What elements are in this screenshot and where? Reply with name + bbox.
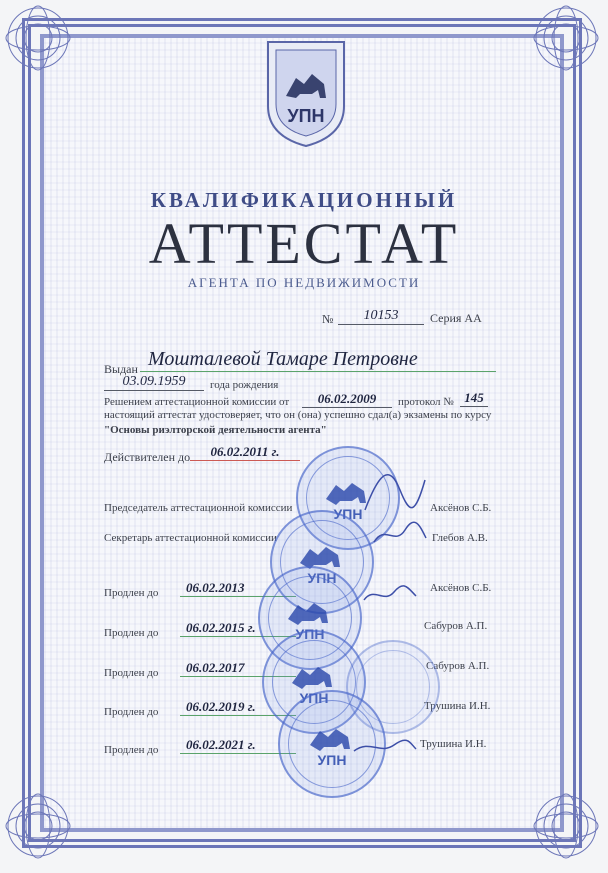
birth-label: года рождения — [210, 379, 279, 391]
extension-3-signer: Сабуров А.П. — [426, 660, 490, 672]
chair-name: Аксёнов С.Б. — [430, 502, 492, 514]
corner-rosette-top-left — [2, 2, 74, 74]
issued-label: Выдан — [104, 362, 138, 376]
chamber-emblem-logo — [256, 36, 356, 148]
secretary-label: Секретарь аттестационной комиссии — [104, 532, 277, 544]
svg-text:УПН: УПН — [295, 626, 325, 642]
extension-5-date: 06.02.2021 г. — [180, 737, 296, 754]
decision-date: 06.02.2009 — [302, 391, 392, 408]
number-prefix: № — [322, 312, 334, 326]
chair-label: Председатель аттестационной комиссии — [104, 502, 293, 514]
certificate-number: 10153 — [338, 308, 424, 325]
corner-rosette-top-right — [530, 2, 602, 74]
title-attestat: АТТЕСТАТ — [148, 211, 460, 276]
course-name: "Основы риэлторской деятельности агента" — [104, 424, 327, 436]
decision-text-2: настоящий аттестат удостоверяет, что он (она) успешно сдал(а) экзамены по курсу — [104, 409, 492, 421]
valid-until-label: Действителен до — [104, 450, 191, 464]
protocol-label: протокол № — [398, 396, 454, 408]
valid-until-date: 06.02.2011 г. — [190, 444, 300, 461]
extension-1-label: Продлен до — [104, 587, 159, 599]
extension-1-date: 06.02.2013 — [180, 580, 296, 597]
signature-secretary — [370, 520, 430, 550]
extension-3-label: Продлен до — [104, 667, 159, 679]
svg-text:УПН: УПН — [317, 752, 347, 768]
extension-2-signer: Сабуров А.П. — [424, 620, 488, 632]
extension-5-label: Продлен до — [104, 744, 159, 756]
corner-rosette-bottom-right — [530, 790, 602, 862]
emblem-text: УПН — [287, 106, 325, 126]
extension-2-label: Продлен до — [104, 627, 159, 639]
corner-rosette-bottom-left — [2, 790, 74, 862]
secretary-name: Глебов А.В. — [432, 532, 488, 544]
title-subtitle: АГЕНТА ПО НЕДВИЖИМОСТИ — [187, 275, 421, 290]
title-qualification: КВАЛИФИКАЦИОННЫЙ — [150, 188, 458, 212]
protocol-number: 145 — [460, 390, 488, 407]
signature-ext-1 — [360, 580, 420, 610]
birth-date: 03.09.1959 — [104, 374, 204, 391]
extension-4-signer: Трушина И.Н. — [424, 700, 491, 712]
svg-text:УПН: УПН — [299, 690, 329, 706]
extension-5-signer: Трушина И.Н. — [420, 738, 487, 750]
extension-3-date: 06.02.2017 — [180, 660, 296, 677]
extension-2-date: 06.02.2015 г. — [180, 620, 296, 637]
series-label: Серия АА — [430, 311, 482, 325]
svg-text:УПН: УПН — [307, 570, 337, 586]
signature-chair — [360, 460, 430, 520]
decision-text: Решением аттестационной комиссии от — [104, 396, 290, 408]
extension-4-label: Продлен до — [104, 706, 159, 718]
extension-1-signer: Аксёнов С.Б. — [430, 582, 492, 594]
holder-name: Мошталевой Тамаре Петровне — [140, 348, 496, 372]
extension-4-date: 06.02.2019 г. — [180, 699, 296, 716]
signature-ext-5 — [350, 735, 420, 759]
svg-text:УПН: УПН — [333, 506, 363, 522]
